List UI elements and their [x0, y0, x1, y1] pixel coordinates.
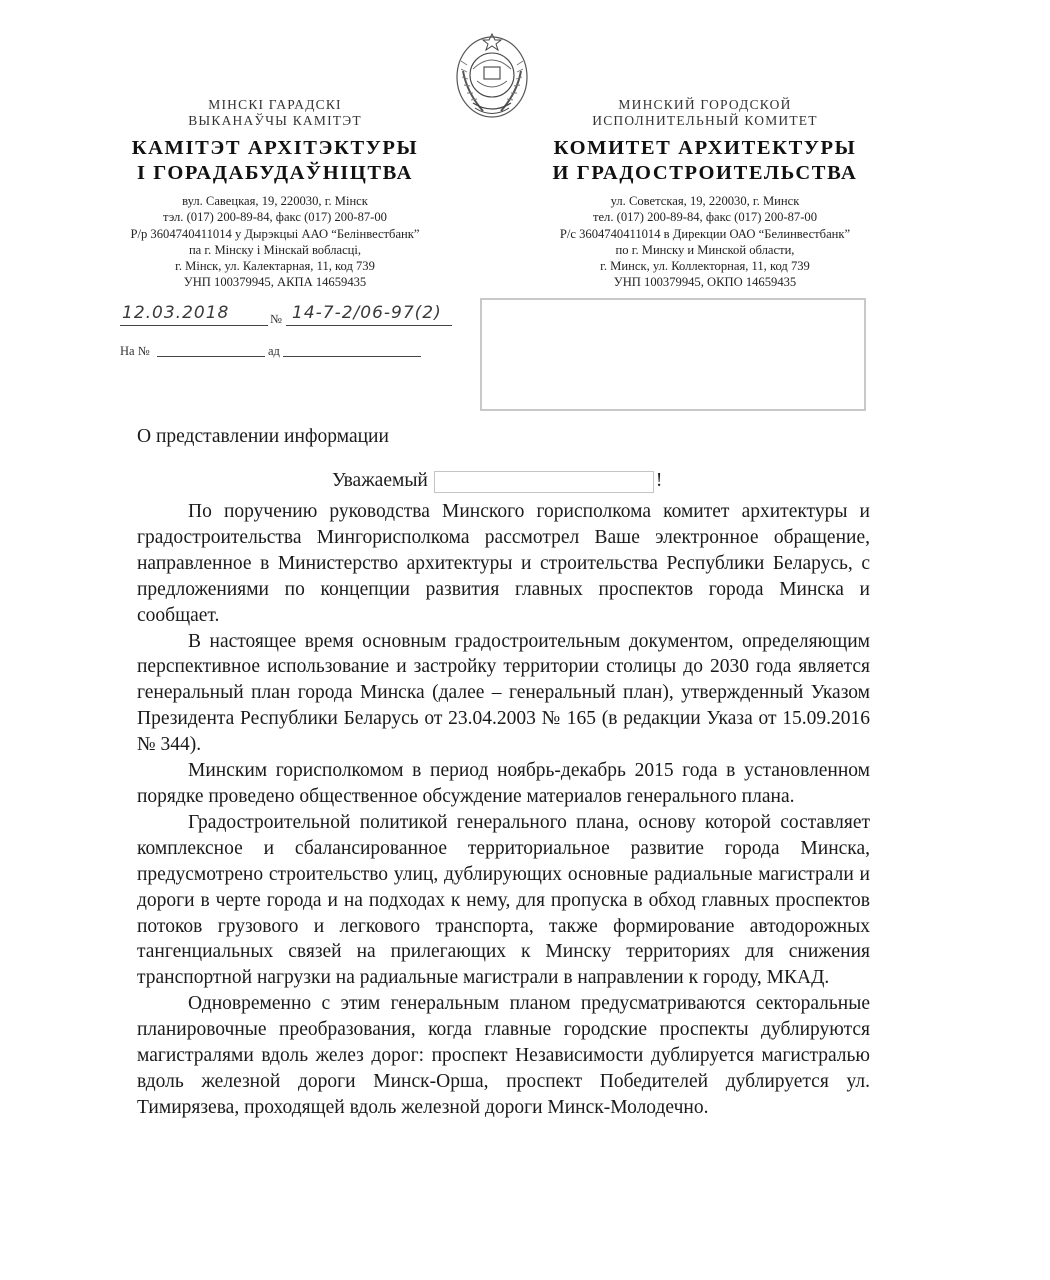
registration-number: 14-7-2/06-97(2) — [292, 303, 442, 323]
address-line: УНП 100379945, АКПА 14659435 — [183, 275, 367, 290]
registration-date: 12.03.2018 — [122, 303, 230, 323]
address-line: вул. Савецкая, 19, 220030, г. Мінск — [182, 194, 368, 208]
body-paragraph: Градостроительной политикой генерального плана, основу которой составляет комплексное и сбалансированное территориальное развитие города Минска, предусмотрено строительство улиц, дублирующих основные радиальные магистрали и дороги в черте города и на подходах к нему, для пропуска в обход главных проспектов потоков грузового и легкового транспорта, также формирование автодорожных тангенциальных связей на прилегающих к Минску территориях для снижения транспортной нагрузки на радиальные магистрали в направлении к городу, МКАД. — [137, 811, 870, 989]
address-line: Р/с 3604740411014 в Дирекции ОАО “Белинвестбанк” — [559, 226, 851, 241]
committee-title-line: КОМИТЕТ АРХИТЕКТУРЫ — [553, 137, 857, 159]
header-right — [515, 97, 895, 291]
body-paragraph: По поручению руководства Минского горисполкома комитет архитектуры и градостроительства Мингорисполкома рассмотрел Ваше электронное обращение, направленное в Министерство архитектуры и строительства Республики Беларусь, с предложениями по концепции развития главных проспектов города Минска и сообщает. — [137, 501, 870, 626]
body-paragraph: В настоящее время основным градостроительным документом, определяющим перспективное использование и застройку территории столицы до 2030 года является генеральный план города Минска (далее – генеральный план), утвержденный Указом Президента Республики Беларусь от 23.04.2003 № 165 (в редакции Указа от 15.09.2016 № 344). — [137, 630, 870, 756]
address-block — [515, 193, 895, 291]
address-line: Р/р 3604740411014 у Дырэкцыі ААО “Белінвестбанк” — [130, 226, 420, 241]
header-left — [110, 97, 440, 291]
address-line: г. Минск, ул. Коллекторная, 11, код 739 — [600, 259, 810, 274]
letter-body — [137, 499, 870, 1121]
reference-label: На № — [120, 344, 150, 358]
reference-date-line — [283, 356, 421, 357]
committee-title — [515, 136, 895, 186]
committee-title-line: І ГОРАДАБУДАЎНІЦТВА — [136, 162, 414, 184]
address-line: па г. Мінску і Мінскай вобласці, — [188, 242, 362, 257]
address-line: ул. Советская, 19, 220030, г. Минск — [610, 194, 800, 208]
address-block — [110, 193, 440, 291]
number-underline — [286, 325, 452, 326]
address-line: УНП 100379945, ОКПО 14659435 — [613, 275, 797, 290]
body-paragraph: Одновременно с этим генеральным планом предусматриваются секторальные планировочные преобразования, когда главные городские проспекты дублируются магистралями вдоль желез дорог: проспект Независимости дублируется магистралью вдоль железной дороги Минск-Орша, проспект Победителей дублируется ул. Тимирязева, проходящей вдоль железной дороги Минск-Молодечно. — [137, 993, 870, 1118]
address-line: тэл. (017) 200-89-84, факс (017) 200-87-00 — [163, 210, 387, 225]
letter-subject: О представлении информации — [137, 426, 389, 447]
reference-number-line — [157, 356, 265, 357]
greeting-prefix: Уважаемый — [332, 470, 428, 491]
address-line: по г. Минску и Минской области, — [615, 242, 795, 257]
address-line: тел. (017) 200-89-84, факс (017) 200-87-00 — [592, 210, 818, 225]
date-underline — [120, 325, 268, 326]
number-label: № — [270, 312, 282, 326]
address-line: г. Мінск, ул. Калектарная, 11, код 739 — [175, 259, 375, 274]
committee-title — [110, 136, 440, 186]
reference-from-label: ад — [268, 344, 280, 358]
org-line: МИНСКИЙ ГОРОДСКОЙ — [618, 97, 792, 112]
org-line: ИСПОЛНИТЕЛЬНЫЙ КОМИТЕТ — [592, 113, 818, 128]
greeting — [332, 470, 662, 493]
recipient-address-redacted — [480, 298, 866, 411]
committee-title-line: КАМІТЭТ АРХІТЭКТУРЫ — [131, 137, 419, 159]
org-line: МІНСКІ ГАРАДСКІ — [208, 97, 342, 112]
body-paragraph: Минским горисполкомом в период ноябрь-декабрь 2015 года в установленном порядке проведено общественное обсуждение материалов генерального плана. — [137, 760, 870, 807]
greeting-suffix: ! — [655, 470, 663, 491]
recipient-name-redacted — [434, 471, 654, 493]
org-line: ВЫКАНАЎЧЫ КАМІТЭТ — [188, 113, 362, 128]
committee-title-line: И ГРАДОСТРОИТЕЛЬСТВА — [552, 162, 858, 184]
